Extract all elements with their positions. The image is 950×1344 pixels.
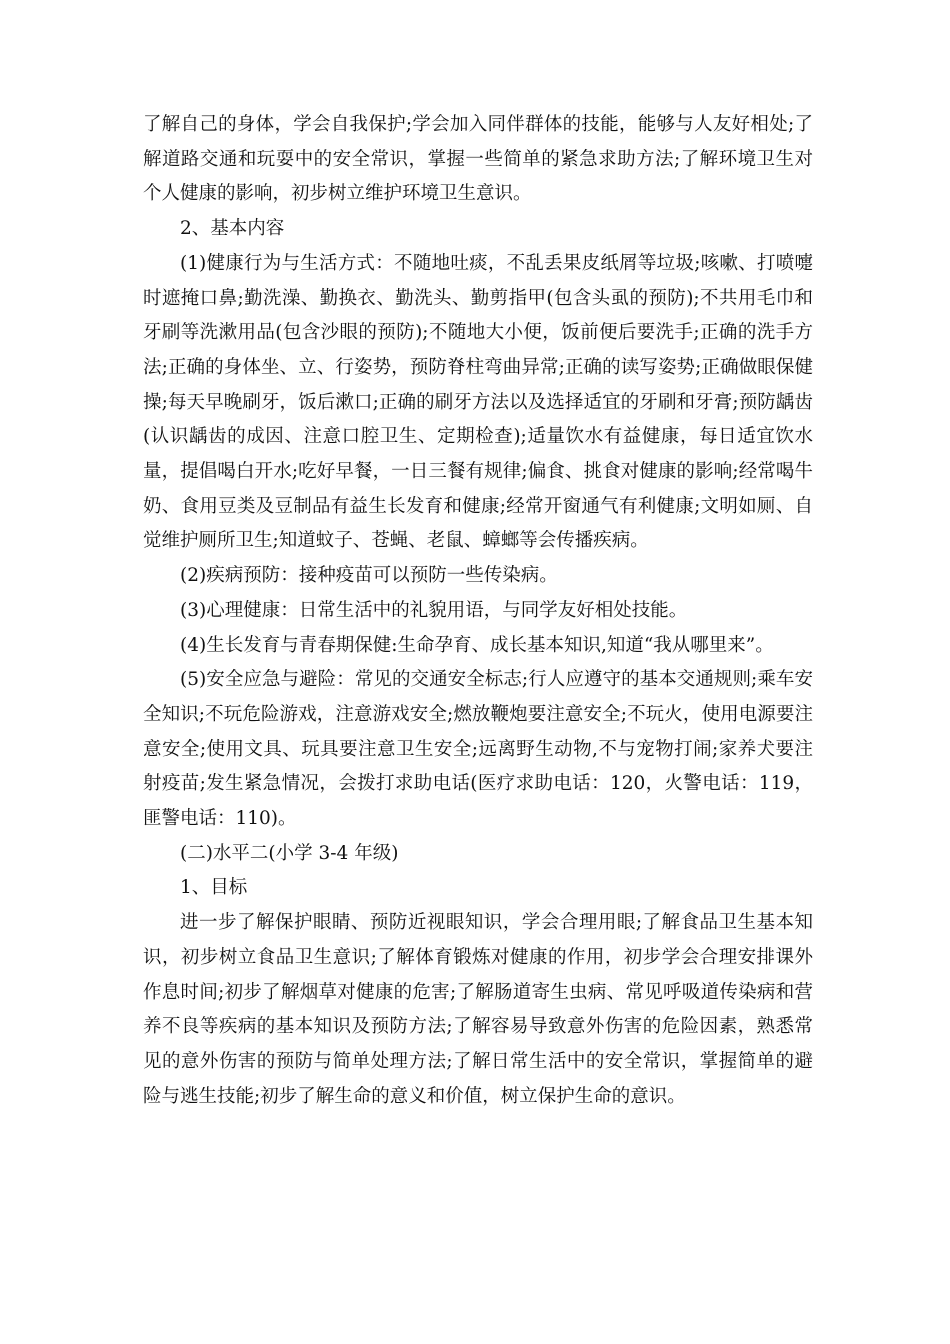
- paragraph-goals-level-1: 了解自己的身体，学会自我保护;学会加入同伴群体的技能，能够与人友好相处;了解道路交通和玩耍中的安全常识，掌握一些简单的紧急求助方法;了解环境卫生对个人健康的影响，初步树立维护环境卫生意识。: [143, 114, 813, 205]
- paragraph-safety-emergency: (5)安全应急与避险：常见的交通安全标志;行人应遵守的基本交通规则;乘车安全知识;不玩危险游戏，注意游戏安全;燃放鞭炮要注意安全;不玩火，使用电源要注意安全;使用文具、玩具要注意卫生安全;远离野生动物,不与宠物打闹;家养犬要注射疫苗;发生紧急情况，会拨打求助电话(医疗求助电话：120，火警电话：119，匪警电话：110)。: [143, 669, 813, 830]
- heading-goals: 1、目标: [180, 877, 248, 899]
- paragraph-goals-level-2: 进一步了解保护眼睛、预防近视眼知识，学会合理用眼;了解食品卫生基本知识，初步树立食品卫生意识;了解体育锻炼对健康的作用，初步学会合理安排课外作息时间;初步了解烟草对健康的危害;了解肠道寄生虫病、常见呼吸道传染病和营养不良等疾病的基本知识及预防方法;了解容易导致意外伤害的危险因素，熟悉常见的意外伤害的预防与简单处理方法;了解日常生活中的安全常识，掌握简单的避险与逃生技能;初步了解生命的意义和价值，树立保护生命的意识。: [143, 912, 813, 1107]
- paragraph-health-behavior: (1)健康行为与生活方式：不随地吐痰，不乱丢果皮纸屑等垃圾;咳嗽、打喷嚏时遮掩口鼻;勤洗澡、勤换衣、勤洗头、勤剪指甲(包含头虱的预防);不共用毛巾和牙刷等洗漱用品(包含沙眼的预防);不随地大小便，饭前便后要洗手;正确的洗手方法;正确的身体坐、立、行姿势，预防脊柱弯曲异常;正确的读写姿势;正确做眼保健操;每天早晚刷牙，饭后漱口;正确的刷牙方法以及选择适宜的牙刷和牙膏;预防龋齿(认识龋齿的成因、注意口腔卫生、定期检查);适量饮水有益健康，每日适宜饮水量，提倡喝白开水;吃好早餐，一日三餐有规律;偏食、挑食对健康的影响;经常喝牛奶、食用豆类及豆制品有益生长发育和健康;经常开窗通气有利健康;文明如厕、自觉维护厕所卫生;知道蚊子、苍蝇、老鼠、蟑螂等会传播疾病。: [143, 252, 813, 552]
- heading-basic-content: 2、基本内容: [180, 218, 285, 240]
- paragraph-growth-development: (4)生长发育与青春期保健:生命孕育、成长基本知识,知道“我从哪里来”。: [180, 634, 774, 656]
- document-body: [143, 108, 813, 1114]
- paragraph-mental-health: (3)心理健康：日常生活中的礼貌用语，与同学友好相处技能。: [180, 599, 688, 621]
- heading-level-2: (二)水平二(小学 3-4 年级): [180, 842, 399, 864]
- paragraph-disease-prevention: (2)疾病预防：接种疫苗可以预防一些传染病。: [180, 565, 558, 587]
